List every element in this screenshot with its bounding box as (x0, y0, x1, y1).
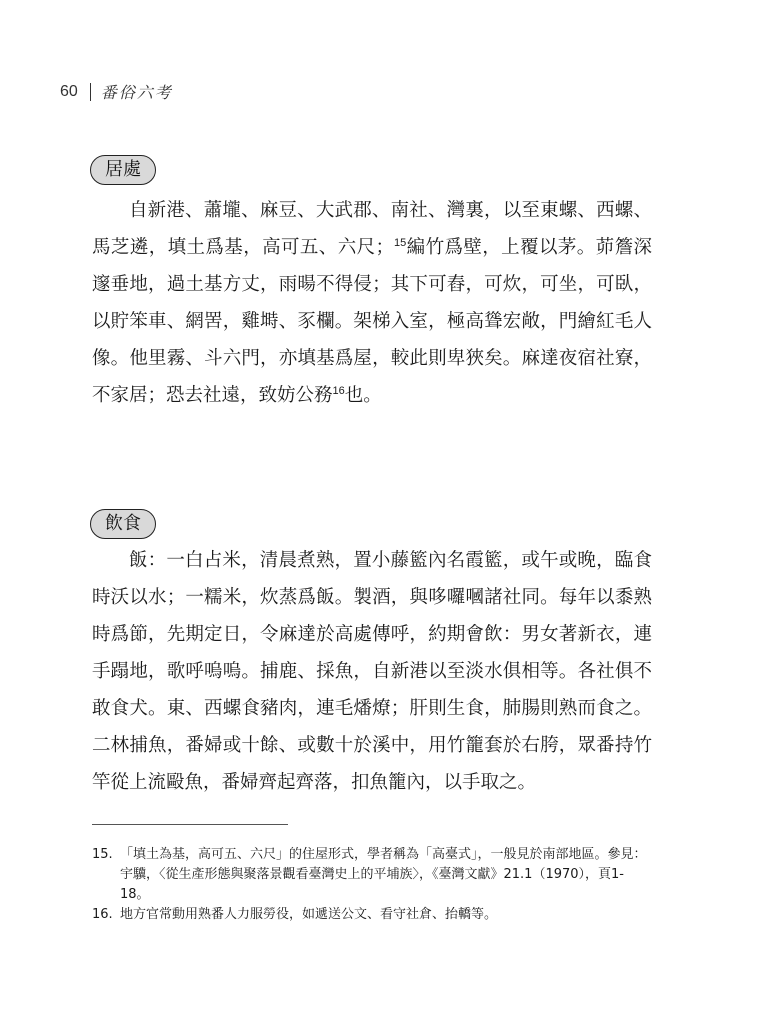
footnote-number: 15. (92, 847, 113, 862)
footnote-ref-16[interactable]: 16 (332, 384, 345, 397)
section-title-residence: 居處 (90, 155, 156, 185)
footnote-16 (92, 905, 652, 925)
page-number: 60 (60, 82, 78, 100)
food-paragraph: 飯：一白占米，清晨煮熟，置小藤籃內名霞籃，或午或晚，臨食時沃以水；一糯米，炊蒸爲飯。製酒，與哆囉嘓諸社同。每年以黍熟時爲節，先期定日，令麻達於高處傳呼，約期會飲：男女著新衣，連手蹋地，歌呼嗚嗚。捕鹿、採魚，自新港以至淡水俱相等。各社俱不敢食犬。東、西螺食豬肉，連毛燔燎；肝則生食，肺腸則熟而食之。二林捕魚，番婦或十餘、或數十於溪中，用竹籠套於右胯，眾番持竹竿從上流毆魚，番婦齊起齊落，扣魚籠內，以手取之。 (92, 550, 652, 793)
residence-text-part3: 也。 (344, 385, 382, 406)
footnote-ref-15[interactable]: 15 (394, 236, 407, 249)
residence-text-part2: 編竹爲壁，上覆以茅。茆簷深邃垂地，過土基方丈，雨暘不得侵；其下可舂，可炊，可坐，可臥，以貯笨車、網罟，雞塒、豕欄。架梯入室，極高聳宏敞，門繪紅毛人像。他里霧、斗六門，亦填基爲屋，較此則卑狹矣。麻達夜宿社寮，不家居；恐去社遠，致妨公務 (92, 237, 652, 406)
footnote-15 (92, 845, 652, 905)
header-divider (90, 83, 91, 101)
footnote-number: 16. (92, 907, 113, 922)
footnotes (92, 845, 652, 925)
section-title-food: 飲食 (90, 509, 156, 539)
residence-paragraph (92, 192, 652, 414)
residence-text-part1: 自新港、蕭壠、麻豆、大武郡、南社、灣裏，以至東螺、西螺、馬芝遴，填土爲基，高可五、六尺； (92, 200, 652, 258)
book-title: 番俗六考 (100, 83, 173, 102)
running-header (60, 80, 173, 103)
footnote-text: 地方官常動用熟番人力服勞役，如遞送公文、看守社倉、抬轎等。 (120, 907, 498, 922)
footnote-divider (92, 824, 288, 825)
footnote-text: 「填土為基，高可五、六尺」的住屋形式，學者稱為「高臺式」，一般見於南部地區。參見：宇驥，〈從生產形態與聚落景觀看臺灣史上的平埔族〉，《臺灣文獻》21.1（1970），頁1-18。 (120, 847, 647, 902)
